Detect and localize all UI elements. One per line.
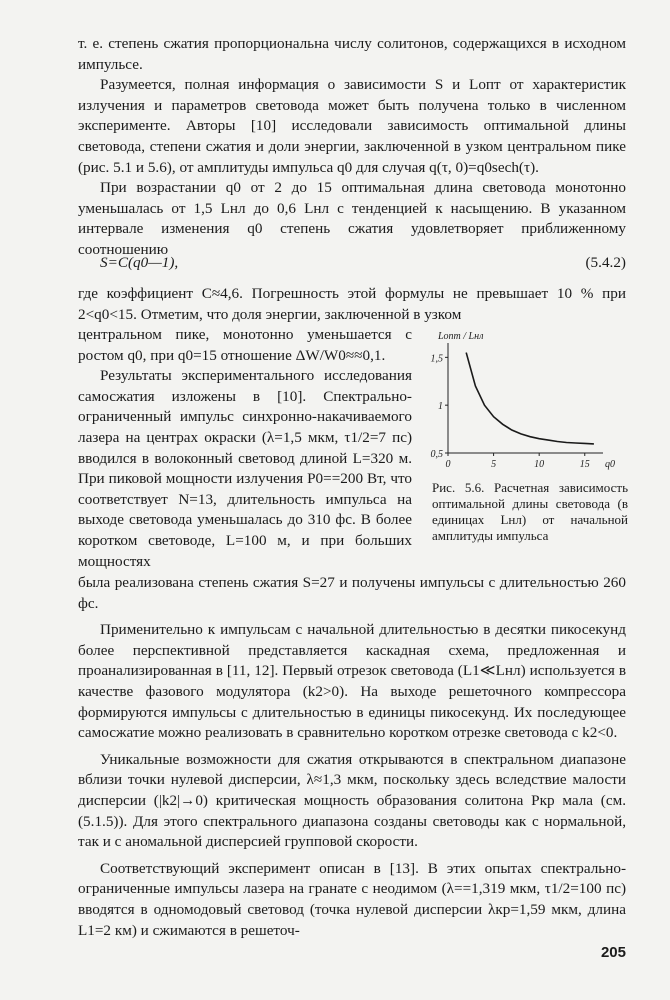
x-tick-label: 5 xyxy=(491,459,497,470)
paragraph-3b: центральном пике, монотонно уменьшается с ростом q0, при q0=15 отношение ΔW/W0≈≈0,1. xyxy=(78,326,412,364)
paragraph-3: где коэффициент C≈4,6. Погрешность этой формулы не превышает 10 % при 2<q0<15. Отметим, что доля энергии, заключенной в узком xyxy=(78,285,626,323)
paragraph-1: Разумеется, полная информация о зависимости S и Lопт от характеристик излучения и параметров световода может быть получена только в численном эксперименте. Авторы [10] исследовали зависимость оптимальной длины световода, степени сжатия и доли энергии, заключенной в узком центральном пике (рис. 5.1 и 5.6), от амплитуды импульса q0 для случая q(τ, 0)=q0sech(τ). xyxy=(78,76,626,176)
paragraph-6: Уникальные возможности для сжатия открываются в спектральном диапазоне вблизи точки нулевой дисперсии, λ≈1,3 мкм, поскольку здесь вследствие малости дисперсии (|k2|→0) критическая мощность образования солитона Pкр мала (см. (5.1.5)). Для этого спектрального диапазона созданы световоды как с нормальной, так и с аномальной дисперсией групповой скорости. xyxy=(78,750,626,851)
equation-5-4-2 xyxy=(100,254,626,272)
text-block-bottom xyxy=(78,573,626,941)
text-block-top xyxy=(78,34,626,261)
data-curve xyxy=(466,353,594,444)
paragraph-4b: была реализована степень сжатия S=27 и получены импульсы с длительностью 260 фс. xyxy=(78,574,626,612)
figure-caption: Рис. 5.6. Расчетная зависимость оптимальной длины световода (в единицах Lнл) от начальной амплитуды импульса xyxy=(432,480,628,543)
y-tick-label: 1 xyxy=(438,401,443,413)
x-axis-label: q0 xyxy=(605,459,615,470)
paragraph-4: Результаты экспериментального исследования самосжатия изложены в [10]. Спектрально-ограниченный импульс синхронно-накачиваемого лазера на центрах окраски (λ=1,5 мкм, τ1/2=7 пс) вводился в волоконный световод длиной L=320 м. При пиковой мощности излучения P0==200 Вт, что соответствует N=13, длительность импульса на выходе световода уменьшалась до 310 фс. В более коротком световоде, L=100 м, и при больших мощностях xyxy=(78,367,412,570)
page-number: 205 xyxy=(600,944,626,961)
y-tick-label: 1,5 xyxy=(430,353,443,365)
x-ticks xyxy=(446,453,616,470)
text-column-narrow xyxy=(78,325,412,572)
paragraph-7: Соответствующий эксперимент описан в [13]. В этих опытах спектрально-ограниченные импульсы лазера на гранате с неодимом (λ==1,319 мкм, τ1/2=100 пс) вводятся в одномодовый световод (точка нулевой дисперсии λкр=1,59 мкм, длина L1=2 км) и сжимаются в решеточ- xyxy=(78,859,626,939)
paragraph-0: т. е. степень сжатия пропорциональна числу солитонов, содержащихся в исходном импульсе. xyxy=(78,35,626,73)
figure-5-6-chart xyxy=(428,325,628,475)
y-ticks xyxy=(431,353,449,460)
paragraph-5: Применительно к импульсам с начальной длительностью в десятки пикосекунд более перспективной представляется каскадная схема, предложенная и проанализированная в [11, 12]. Первый отрезок световода (L1≪Lнл) используется в качестве фазового модулятора (k2>0). На выходе решеточного компрессора формируются импульсы с длительностью в единицы пикосекунд. Их последующее самосжатие можно реализовать в сравнительно коротком отрезке световода с k2<0. xyxy=(78,621,626,742)
equation-number: (5.4.2) xyxy=(585,254,626,271)
x-tick-label: 0 xyxy=(445,459,451,470)
paragraph-2: При возрастании q0 от 2 до 15 оптимальная длина световода монотонно уменьшалась от 1,5 Lнл до 0,6 Lнл с тенденцией к насыщению. В указанном интервале изменения q0 степень сжатия удовлетворяет приближенному соотношению xyxy=(78,179,626,258)
x-tick-label: 15 xyxy=(579,459,590,470)
y-axis-label: Lопт / Lнл xyxy=(438,331,484,342)
y-tick-label: 0,5 xyxy=(430,449,443,460)
equation-text: S=C(q0—1), xyxy=(100,254,179,271)
x-tick-label: 10 xyxy=(534,459,545,470)
